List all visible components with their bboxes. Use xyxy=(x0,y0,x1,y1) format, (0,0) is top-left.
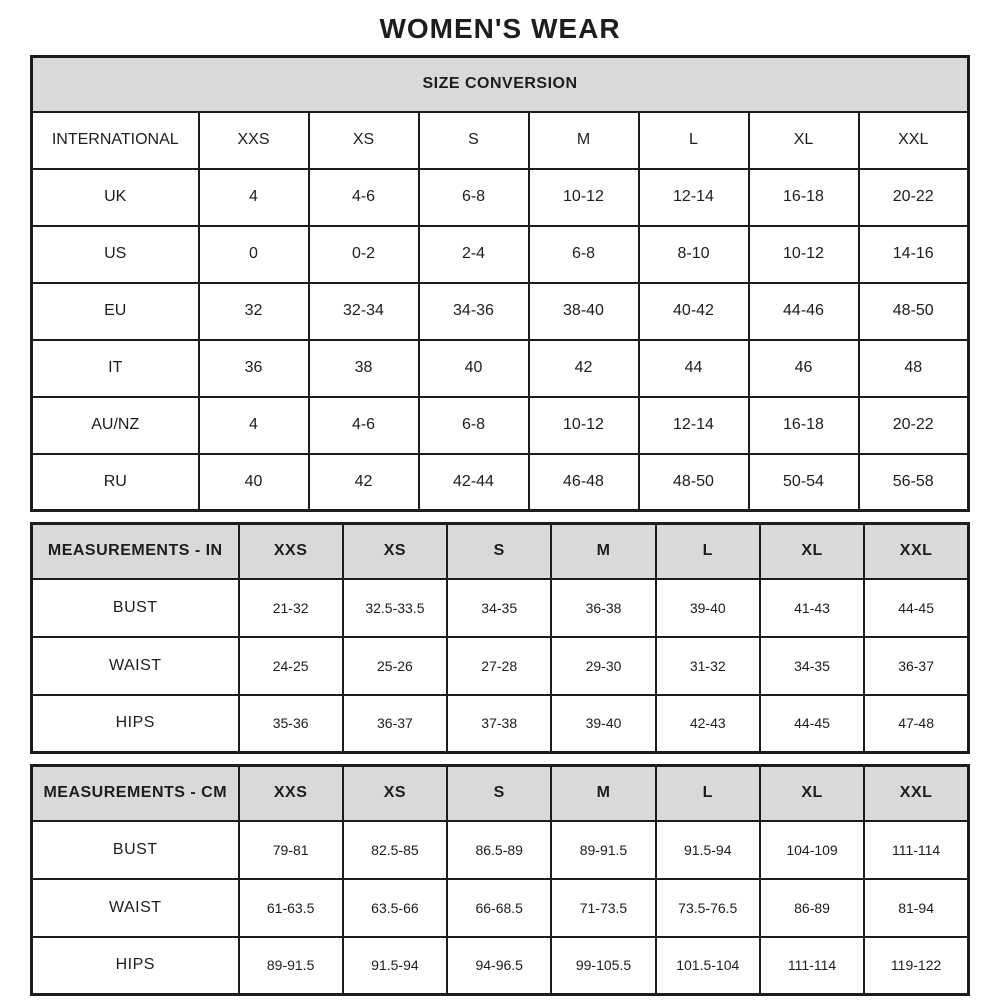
size-cell: 44 xyxy=(639,340,749,397)
measure-cell: 31-32 xyxy=(656,637,760,695)
size-cell: 10-12 xyxy=(529,169,639,226)
column-header-xs: XS xyxy=(343,766,447,821)
size-cell: 8-10 xyxy=(639,226,749,283)
table-row-eu xyxy=(32,283,969,340)
size-cell: 12-14 xyxy=(639,397,749,454)
size-conversion-title: SIZE CONVERSION xyxy=(32,57,969,112)
measure-cell: 82.5-85 xyxy=(343,821,447,879)
measure-cell: 61-63.5 xyxy=(239,879,343,937)
measurements-cm-table xyxy=(30,764,970,996)
size-conversion-table xyxy=(30,55,970,512)
table-row-ru xyxy=(32,454,969,511)
measure-cell: 91.5-94 xyxy=(656,821,760,879)
measure-cell: 27-28 xyxy=(447,637,551,695)
size-cell: 16-18 xyxy=(749,397,859,454)
size-cell: 46-48 xyxy=(529,454,639,511)
column-header-row xyxy=(32,766,969,821)
measure-cell: 86-89 xyxy=(760,879,864,937)
size-cell: 48-50 xyxy=(639,454,749,511)
row-label: HIPS xyxy=(32,695,239,753)
column-header-s: S xyxy=(447,766,551,821)
table-row-hips-in xyxy=(32,695,969,753)
table-row-waist-in xyxy=(32,637,969,695)
size-cell: 0-2 xyxy=(309,226,419,283)
table-title-row xyxy=(32,57,969,112)
size-cell: 38 xyxy=(309,340,419,397)
size-cell: 4 xyxy=(199,169,309,226)
column-header-xxs: XXS xyxy=(239,766,343,821)
measure-cell: 111-114 xyxy=(864,821,968,879)
measure-cell: 41-43 xyxy=(760,579,864,637)
measure-cell: 34-35 xyxy=(760,637,864,695)
table-row-hips-cm xyxy=(32,937,969,995)
column-header-xl: XL xyxy=(760,766,864,821)
row-label: BUST xyxy=(32,579,239,637)
size-cell: 6-8 xyxy=(529,226,639,283)
column-header-row xyxy=(32,524,969,579)
measure-cell: 39-40 xyxy=(656,579,760,637)
row-label: AU/NZ xyxy=(32,397,199,454)
table-row-aunz xyxy=(32,397,969,454)
size-cell: 40-42 xyxy=(639,283,749,340)
row-label: HIPS xyxy=(32,937,239,995)
size-cell: 2-4 xyxy=(419,226,529,283)
table-row-waist-cm xyxy=(32,879,969,937)
measurements-in-table xyxy=(30,522,970,754)
measure-cell: 73.5-76.5 xyxy=(656,879,760,937)
column-header-xxl: XXL xyxy=(864,524,968,579)
size-cell: 42-44 xyxy=(419,454,529,511)
measure-cell: 111-114 xyxy=(760,937,864,995)
measure-cell: 119-122 xyxy=(864,937,968,995)
size-cell: 46 xyxy=(749,340,859,397)
measure-cell: 36-38 xyxy=(551,579,655,637)
column-header-s: S xyxy=(447,524,551,579)
row-label: BUST xyxy=(32,821,239,879)
size-cell: 4 xyxy=(199,397,309,454)
column-header-xs: XS xyxy=(343,524,447,579)
measurements-cm-title: MEASUREMENTS - CM xyxy=(32,766,239,821)
measure-cell: 101.5-104 xyxy=(656,937,760,995)
row-label: WAIST xyxy=(32,637,239,695)
column-header-m: M xyxy=(529,112,639,169)
measure-cell: 21-32 xyxy=(239,579,343,637)
measure-cell: 89-91.5 xyxy=(239,937,343,995)
measure-cell: 32.5-33.5 xyxy=(343,579,447,637)
column-header-l: L xyxy=(639,112,749,169)
size-cell: 34-36 xyxy=(419,283,529,340)
size-cell: 38-40 xyxy=(529,283,639,340)
table-row-us xyxy=(32,226,969,283)
size-cell: 4-6 xyxy=(309,169,419,226)
table-row-bust-cm xyxy=(32,821,969,879)
measure-cell: 79-81 xyxy=(239,821,343,879)
size-cell: 4-6 xyxy=(309,397,419,454)
measure-cell: 36-37 xyxy=(343,695,447,753)
column-header-xxl: XXL xyxy=(864,766,968,821)
size-cell: 48 xyxy=(859,340,969,397)
table-row-bust-in xyxy=(32,579,969,637)
column-header-xxs: XXS xyxy=(199,112,309,169)
size-cell: 48-50 xyxy=(859,283,969,340)
size-cell: 20-22 xyxy=(859,397,969,454)
row-label: RU xyxy=(32,454,199,511)
column-header-row xyxy=(32,112,969,169)
size-cell: 32 xyxy=(199,283,309,340)
measure-cell: 35-36 xyxy=(239,695,343,753)
size-cell: 0 xyxy=(199,226,309,283)
measure-cell: 34-35 xyxy=(447,579,551,637)
column-header-xl: XL xyxy=(749,112,859,169)
measure-cell: 86.5-89 xyxy=(447,821,551,879)
measurements-in-title: MEASUREMENTS - IN xyxy=(32,524,239,579)
size-cell: 56-58 xyxy=(859,454,969,511)
measure-cell: 39-40 xyxy=(551,695,655,753)
size-cell: 20-22 xyxy=(859,169,969,226)
measure-cell: 91.5-94 xyxy=(343,937,447,995)
size-cell: 14-16 xyxy=(859,226,969,283)
column-header-international: INTERNATIONAL xyxy=(32,112,199,169)
measure-cell: 66-68.5 xyxy=(447,879,551,937)
size-cell: 44-46 xyxy=(749,283,859,340)
measure-cell: 37-38 xyxy=(447,695,551,753)
measure-cell: 63.5-66 xyxy=(343,879,447,937)
measure-cell: 44-45 xyxy=(760,695,864,753)
row-label: IT xyxy=(32,340,199,397)
size-cell: 42 xyxy=(309,454,419,511)
measure-cell: 42-43 xyxy=(656,695,760,753)
column-header-xxl: XXL xyxy=(859,112,969,169)
table-row-uk xyxy=(32,169,969,226)
measure-cell: 104-109 xyxy=(760,821,864,879)
measure-cell: 36-37 xyxy=(864,637,968,695)
column-header-m: M xyxy=(551,766,655,821)
size-cell: 6-8 xyxy=(419,169,529,226)
size-cell: 10-12 xyxy=(529,397,639,454)
row-label: UK xyxy=(32,169,199,226)
size-cell: 42 xyxy=(529,340,639,397)
size-cell: 16-18 xyxy=(749,169,859,226)
measure-cell: 29-30 xyxy=(551,637,655,695)
measure-cell: 81-94 xyxy=(864,879,968,937)
measure-cell: 71-73.5 xyxy=(551,879,655,937)
column-header-xxs: XXS xyxy=(239,524,343,579)
column-header-l: L xyxy=(656,766,760,821)
measure-cell: 47-48 xyxy=(864,695,968,753)
column-header-l: L xyxy=(656,524,760,579)
size-cell: 40 xyxy=(199,454,309,511)
measure-cell: 94-96.5 xyxy=(447,937,551,995)
row-label: EU xyxy=(32,283,199,340)
measure-cell: 24-25 xyxy=(239,637,343,695)
table-row-it xyxy=(32,340,969,397)
size-cell: 12-14 xyxy=(639,169,749,226)
measure-cell: 99-105.5 xyxy=(551,937,655,995)
size-cell: 36 xyxy=(199,340,309,397)
row-label: WAIST xyxy=(32,879,239,937)
column-header-s: S xyxy=(419,112,529,169)
size-cell: 32-34 xyxy=(309,283,419,340)
column-header-m: M xyxy=(551,524,655,579)
size-cell: 6-8 xyxy=(419,397,529,454)
measure-cell: 25-26 xyxy=(343,637,447,695)
column-header-xs: XS xyxy=(309,112,419,169)
measure-cell: 44-45 xyxy=(864,579,968,637)
column-header-xl: XL xyxy=(760,524,864,579)
size-cell: 40 xyxy=(419,340,529,397)
page-title: WOMEN'S WEAR xyxy=(379,13,621,44)
row-label: US xyxy=(32,226,199,283)
measure-cell: 89-91.5 xyxy=(551,821,655,879)
size-cell: 50-54 xyxy=(749,454,859,511)
size-cell: 10-12 xyxy=(749,226,859,283)
